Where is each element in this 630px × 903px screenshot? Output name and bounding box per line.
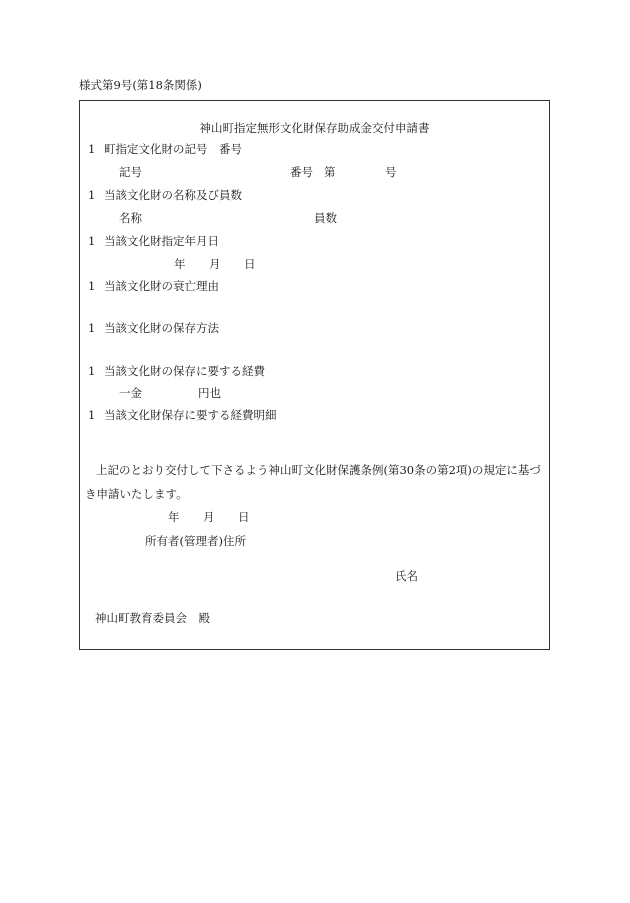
field-enya-label: 円也 — [198, 386, 221, 400]
field-gou-label: 号 — [385, 165, 397, 179]
item-label-designation-date: 当該文化財指定年月日 — [104, 234, 219, 248]
application-form-frame — [79, 100, 550, 650]
field-name-label: 名称 — [119, 211, 142, 225]
field-number-label: 番号 — [290, 165, 313, 179]
item-number-6: 1 — [88, 364, 96, 378]
item-label-preservation-cost: 当該文化財の保存に要する経費 — [104, 364, 265, 378]
item-label-preservation-method: 当該文化財の保存方法 — [104, 321, 219, 335]
addressee: 神山町教育委員会 殿 — [95, 611, 210, 625]
item-number-7: 1 — [88, 408, 96, 422]
item-label-designation-code: 町指定文化財の記号 番号 — [104, 142, 242, 156]
field-count-label: 員数 — [314, 211, 337, 225]
signature-day-label: 日 — [238, 510, 250, 524]
statement-line-1: 上記のとおり交付して下さるよう神山町文化財保護条例(第30条の第2項)の規定に基づ — [96, 463, 541, 477]
item-number-2: 1 — [88, 188, 96, 202]
field-year-label: 年 — [174, 257, 186, 271]
field-dai-label: 第 — [324, 165, 336, 179]
form-title: 神山町指定無形文化財保存助成金交付申請書 — [199, 121, 430, 135]
field-day-label: 日 — [244, 257, 256, 271]
owner-name-label: 氏名 — [395, 569, 418, 583]
item-label-name-and-count: 当該文化財の名称及び員数 — [104, 188, 242, 202]
item-label-decline-reason: 当該文化財の衰亡理由 — [104, 279, 219, 293]
field-ikkin-label: 一金 — [119, 386, 142, 400]
field-code-label: 記号 — [119, 165, 142, 179]
item-number-4: 1 — [88, 279, 96, 293]
form-number: 様式第9号(第18条関係) — [79, 78, 202, 92]
item-number-3: 1 — [88, 234, 96, 248]
signature-month-label: 月 — [203, 510, 215, 524]
statement-line-2: き申請いたします。 — [85, 487, 188, 501]
item-number-1: 1 — [88, 142, 96, 156]
field-month-label: 月 — [209, 257, 221, 271]
item-number-5: 1 — [88, 321, 96, 335]
signature-year-label: 年 — [168, 510, 180, 524]
item-label-cost-breakdown: 当該文化財保存に要する経費明細 — [104, 408, 277, 422]
owner-address-label: 所有者(管理者)住所 — [145, 534, 246, 548]
